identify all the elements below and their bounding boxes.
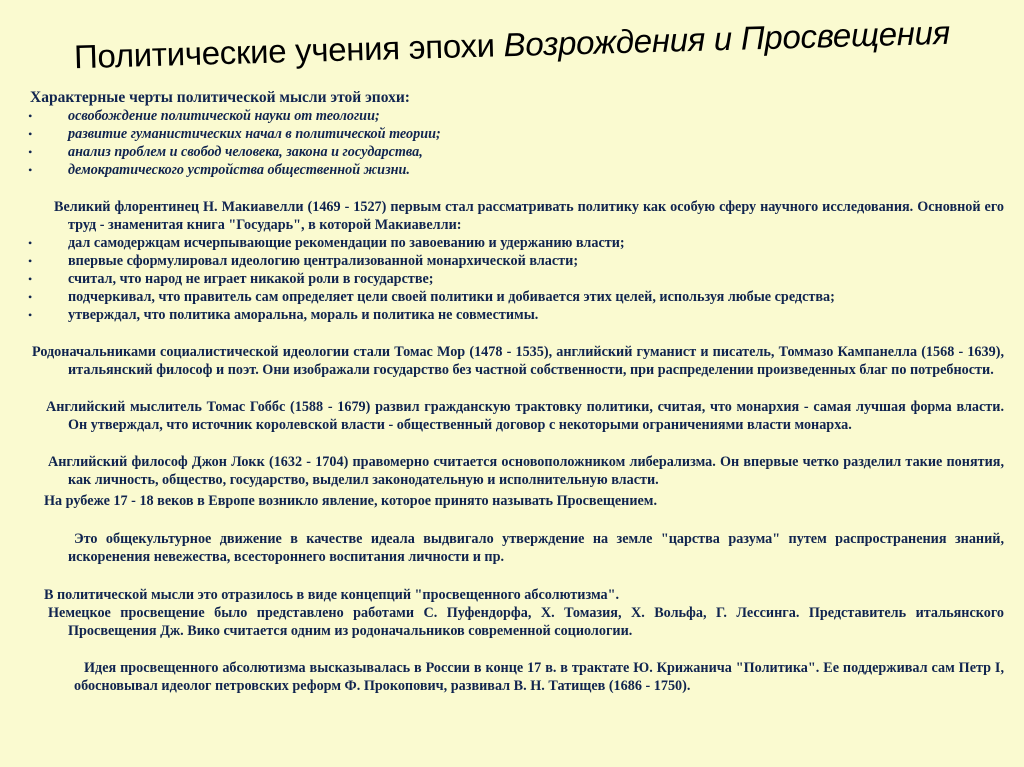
title-italic: Возрождения и Просвещения bbox=[503, 13, 951, 64]
german-paragraph: Немецкое просвещение было представлено работами С. Пуфендорфа, Х. Томазия, Х. Вольфа, Г. Лессинга. Представитель итальянского Просвещения Дж. Вико считается одним из родоначальников современной социологии. bbox=[48, 605, 1004, 639]
list-item: • анализ проблем и свобод человека, закона и государства, bbox=[28, 143, 1004, 161]
traits-list bbox=[28, 107, 1004, 179]
list-item: • утверждал, что политика аморальна, мораль и политика не совместимы. bbox=[28, 306, 1004, 324]
slide-body bbox=[28, 88, 1004, 695]
list-item: • считал, что народ не играет никакой роли в государстве; bbox=[28, 270, 1004, 288]
socialism-paragraph: Родоначальниками социалистической идеологии стали Томас Мор (1478 - 1535), английский гуманист и писатель, Томмазо Кампанелла (1568 - 1639), итальянский философ и поэт. Они изображали государство без частной собственности, при распределении произведенных благ по потребности. bbox=[32, 344, 1004, 378]
machiavelli-list bbox=[28, 234, 1004, 324]
title-normal: Политические учения эпохи bbox=[73, 26, 496, 76]
locke-paragraph: Английский философ Джон Локк (1632 - 1704) правомерно считается основоположником либерализма. Он впервые четко разделил такие понятия, как личность, общество, государство, выделил законодательную и исполнительную власти. bbox=[48, 454, 1004, 488]
enlightenment-paragraph: На рубеже 17 - 18 веков в Европе возникло явление, которое принято называть Просвещением. bbox=[44, 493, 658, 509]
list-item: • демократического устройства общественной жизни. bbox=[28, 161, 1004, 179]
list-item: • подчеркивал, что правитель сам определяет цели своей политики и добивается этих целей, используя любые средства; bbox=[28, 288, 1004, 306]
machiavelli-intro: Великий флорентинец Н. Макиавелли (1469 - 1527) первым стал рассматривать политику как особую сферу научного исследования. Основной его труд - знаменитая книга "Государь", в которой Макиавелли: bbox=[54, 199, 1004, 233]
list-item: • освобождение политической науки от теологии; bbox=[28, 107, 1004, 125]
hobbes-paragraph: Английский мыслитель Томас Гоббс (1588 - 1679) развил гражданскую трактовку политики, считая, что монархия - самая лучшая форма власти. Он утверждал, что источник королевской власти - общественный договор с некоторыми ограничениями власти монарха. bbox=[46, 399, 1004, 433]
slide-title bbox=[0, 12, 1024, 79]
culture-paragraph: Это общекультурное движение в качестве идеала выдвигало утверждение на земле "царства разума" путем распространения знаний, искоренения невежества, всестороннего воспитания личности и пр. bbox=[68, 531, 1004, 565]
list-item: • дал самодержцам исчерпывающие рекомендации по завоеванию и удержанию власти; bbox=[28, 234, 1004, 252]
russia-paragraph: Идея просвещенного абсолютизма высказывалась в России в конце 17 в. в трактате Ю. Крижанича "Политика". Ее поддерживал сам Петр I, обосновывал идеолог петровских реформ Ф. Прокопович, развивал В. Н. Татищев (1686 - 1750). bbox=[74, 660, 1004, 694]
list-item: • впервые сформулировал идеологию централизованной монархической власти; bbox=[28, 252, 1004, 270]
list-item: • развитие гуманистических начал в политической теории; bbox=[28, 125, 1004, 143]
absolutism-paragraph: В политической мысли это отразилось в виде концепций "просвещенного абсолютизма". bbox=[44, 587, 620, 603]
traits-heading: Характерные черты политической мысли этой эпохи: bbox=[30, 89, 410, 106]
